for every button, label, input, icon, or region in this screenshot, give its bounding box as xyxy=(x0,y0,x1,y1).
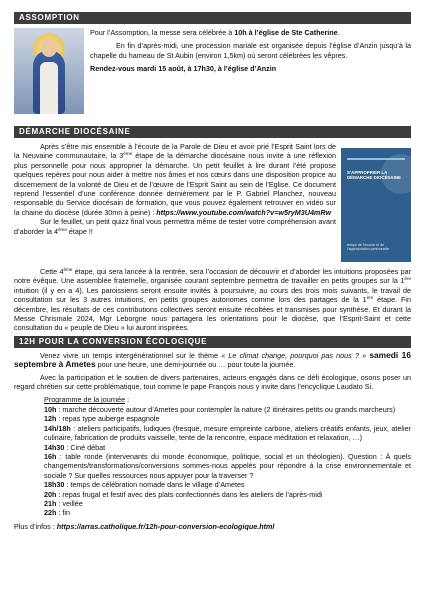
section-header-demarche: DÉMARCHE DIOCÉSAINE xyxy=(14,126,411,138)
programme-item: 18h30 : temps de célébration nomade dans le village d’Ametes xyxy=(44,480,245,490)
programme-item: 21h : veillée xyxy=(44,498,83,508)
programme-item: 10h : marche découverte autour d’Ametes pour contempler la nature (2 itinéraires petits ou grands marcheurs) xyxy=(44,404,396,414)
leaflet-cover-title: S’APPROPRIER LA DÉMARCHE DIOCÉSAINE xyxy=(347,170,401,181)
ecologie-paragraph-1: Venez vivre un temps intergénérationnel sur le thème « Le climat change, pourquoi pas nous ? » samedi 16 septembre à Ametes pour une heure, une demi-journée ou … pour toute la journée. xyxy=(14,349,411,370)
demarche-paragraph-2: Sur le feuillet, un petit quizz final vous permettra même de tester votre compréhension avant d’aborder la 4ème étape !! xyxy=(14,217,336,236)
assomption-paragraph-1: Pour l’Assomption, la messe sera célébrée à 10h à l’église de Ste Catherine. xyxy=(90,28,340,37)
virgin-mary-image xyxy=(14,28,84,114)
youtube-link[interactable]: https://www.youtube.com/watch?v=w5ryM3U4mRw xyxy=(156,207,332,217)
programme-item: 14h/18h : ateliers participatifs, ludiques (fresque, mesure empreinte carbone, ateliers créatifs enfants, jeux, atelier culinaire, fabrication de produits vaisselle, tente de la rencontre, espace méditation et relaxation, …) xyxy=(44,423,411,443)
demarche-paragraph-1: Après s’être mis ensemble à l’écoute de la Parole de Dieu et avoir prié l’Esprit Saint lors de la Neuvaine communautaire, la 3ème étape de la démarche diocésaine nous invite à une réflexion plus personnelle pour nous approprier la démarche. Un petit feuillet à lire durant l’été propose quelques repères pour nous aider à mettre nos âmes et nos cœurs dans une disposition propice au discernement de la volonté de Dieu et de l’œuvre de l’Esprit Saint au sein de l’Eglise. Ce document reprend l’essentiel d’une conférence donnée dernièrement par le P. Gabriel Planchez, nouveau responsable du Service diocésain de formation, que vous pouvez également retrouver en vidéo sur la chaine du diocèse (durée 30mn à peine) : https://www.youtube.com/watch?v=w5ryM3U4mRw xyxy=(14,142,336,217)
assomption-text xyxy=(90,28,411,126)
assomption-paragraph-2: En fin d’après-midi, une procession mariale est organisée depuis l’église d’Anzin jusqu’à la chapelle du hameau de St Aubin (environ 1,5km) où seront célébrées les vêpres. xyxy=(90,41,411,60)
demarche-paragraph-3: Cette 4ème étape, qui sera lancée à la rentrée, sera l’occasion de découvrir et d’aborder les intuitions proposées par notre évêque. Une assemblée fraternelle, organisée courant septembre permettra de travailler en petits groupes sur la 1ère intuition (il y en a 4). Les paroissiens seront ensuite invités à poursuivre, au cours des trois mois suivants, le travail de consultation sur les 3 autres intuitions, en petits groupes autonomes comme lors des partages de la 1ère étape. Fin décembre, les résultats de ces contributions collectives seront ensuite récoltées et transmises pour synthèse. Et durant la Messe Chrismale 2024, Mgr Leborgne nous partagera les orientations pour le diocèse, que l’Esprit-Saint et cette consultation du « peuple de Dieu » lui auront inspirées. xyxy=(14,267,411,333)
demarche-section xyxy=(14,142,411,262)
programme-item: 20h : repas frugal et festif avec des plats confectionnés dans les ateliers de l’après-midi xyxy=(44,489,323,499)
demarche-full-text xyxy=(14,267,411,333)
programme-item: 14h30 : Ciné débat xyxy=(44,442,106,452)
ecologie-paragraph-2: Avec la participation et le soutien de divers partenaires, acteurs engagés dans ce défi écologique, osons poser un regard chrétien sur cette problématique, tout comme le pape François nous y invite dans l’encyclique Laudato Si. xyxy=(14,372,411,392)
assomption-rendezvous: Rendez-vous mardi 15 août, à 17h30, à l’église d’Anzin xyxy=(90,64,277,74)
section-header-assomption: ASSOMPTION xyxy=(14,12,411,24)
leaflet-cover-subtitle: temps de l’écoute et de l’appropriation personnelle xyxy=(347,242,390,252)
assomption-section xyxy=(14,28,411,126)
leaflet-cover-image xyxy=(341,148,411,262)
programme-item: 22h : fin xyxy=(44,508,70,518)
programme-list xyxy=(44,395,411,517)
programme-item: 12h : repas type auberge espagnole xyxy=(44,414,160,424)
arras-catholique-link[interactable]: https://arras.catholique.fr/12h-pour-conversion-ecologique.html xyxy=(56,521,275,531)
plus-infos: Plus d’infos : https://arras.catholique.fr/12h-pour-conversion-ecologique.html xyxy=(14,521,275,531)
programme-title: Programme de la journée : xyxy=(44,395,130,405)
section-header-ecologie: 12H POUR LA CONVERSION ÉCOLOGIQUE xyxy=(14,336,411,348)
programme-item: 16h : table ronde (intervenants du monde économique, politique, social et un théologien). Question : À quels changements/transformations/conversions sommes-nous appelés pour répondre à la crise environnementale et sociale ? Sur quelles ressources nous appuyer pour la traverser ? xyxy=(44,451,411,480)
demarche-text xyxy=(14,142,341,262)
ecologie-section xyxy=(14,351,411,531)
